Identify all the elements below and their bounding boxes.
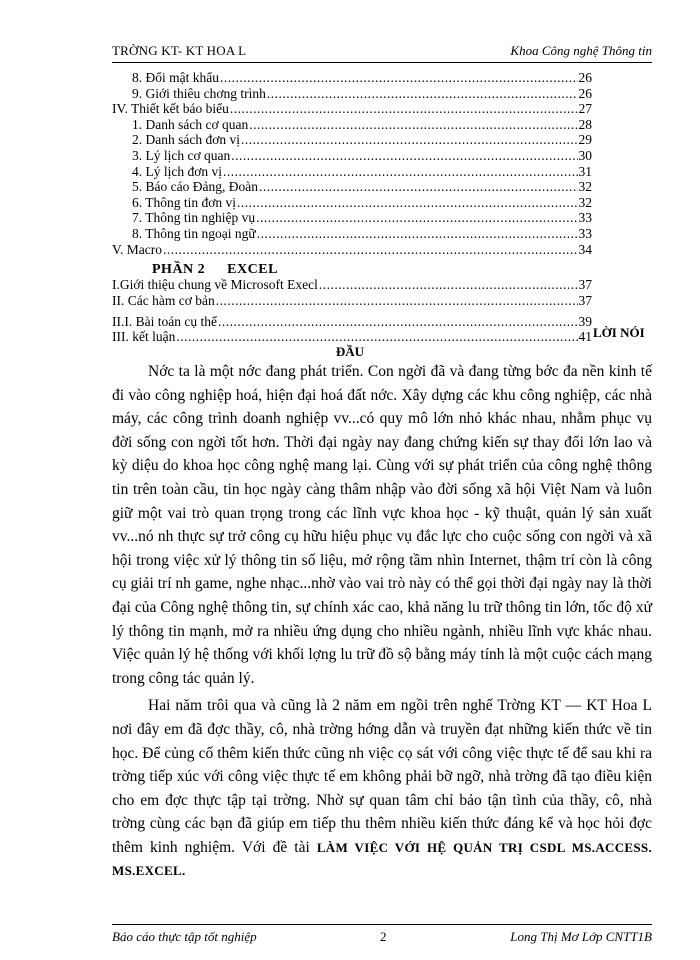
toc-entry-page: 37 bbox=[578, 292, 592, 308]
toc-leader-dots bbox=[218, 314, 578, 330]
section-heading-line1: LỜI NÓI bbox=[593, 325, 645, 340]
toc-entry-label: 1. Danh sách cơ quan bbox=[132, 116, 249, 132]
toc-leader-dots bbox=[176, 329, 577, 345]
toc-entry-label: III. kết luận bbox=[112, 329, 176, 345]
toc-entry-page: 37 bbox=[578, 277, 592, 292]
toc-entry[interactable] bbox=[112, 195, 592, 211]
toc-entry-page: 41 bbox=[578, 329, 592, 345]
toc-entry-label: IV. Thiết kết báo biểu bbox=[112, 101, 229, 117]
toc-entry[interactable] bbox=[112, 148, 592, 164]
toc-entry-page: 32 bbox=[578, 179, 592, 195]
toc-entry-label: II.I. Bài toán cụ thể bbox=[112, 313, 217, 329]
toc-entry[interactable] bbox=[112, 164, 592, 180]
toc-entry[interactable] bbox=[112, 226, 592, 242]
toc-entry-page: 33 bbox=[578, 210, 592, 226]
page-header bbox=[112, 40, 652, 63]
toc-leader-dots bbox=[241, 132, 578, 148]
toc-entry[interactable] bbox=[112, 329, 592, 345]
part-title: EXCEL bbox=[227, 262, 278, 277]
toc-entry-label: I.Giới thiệu chung về Microsoft Execl bbox=[112, 277, 318, 292]
page-number: 2 bbox=[380, 929, 387, 944]
toc-entry-page: 26 bbox=[578, 70, 592, 85]
toc-entry-page: 39 bbox=[578, 313, 592, 329]
toc-entry-label: 6. Thông tin đơn vị bbox=[132, 194, 237, 210]
header-school: TRỜNG KT- KT HOA L bbox=[112, 43, 247, 58]
toc-leader-dots bbox=[230, 101, 578, 117]
toc-entry[interactable] bbox=[112, 210, 592, 226]
paragraph: Nớc ta là một nớc đang phát triển. Con ngời đã và đang từng bớc đa nền kinh tế đi vào công nghiệp hoá, hiện đại hoá đất nớc. Xây dựng các khu công nghiệp, các nhà máy, các công trình doanh nghiệp vv...có quy mô lớn nhỏ khác nhau, nhằm phục vụ đời sống con ngời tốt hơn. Thời đại ngày nay đang chứng kiến sự thay đổi lớn lao và kỳ diệu do khoa học công nghệ mang lại. Cùng với sự phát triển của công nghệ thông tin trên toàn cầu, tin học ngày càng thâm nhập vào đời sống xã hội Việt Nam và luôn giữ một vai trò quan trọng trong các lĩnh vực khoa học - kỹ thuật, quản lý sản xuất vv...nó nh thực sự trở công cụ hữu hiệu phục vụ đắc lực cho cuộc sống con ngời và xã hội trong việc xử lý thông tin số liệu, mở rộng tầm nhìn Internet, thậm trí còn là công cụ giải trí nh game, nghe nhạc...nhờ vào vai trò này có thể gọi thời đại ngày nay là thời đại của Công nghệ thông tin, sự chính xác cao, khả năng lu trữ thông tin lớn, tốc độ xử lý thông tin mạnh, mở ra nhiều ứng dụng cho nhiều ngành, nhiều lĩnh vực khác nhau. Việc quản lý hệ thống với khối lợng lu trữ đồ sộ bằng máy tính là một cuộc cách mạng trong công tác quản lý. bbox=[112, 363, 652, 687]
toc-entry-page: 28 bbox=[578, 116, 592, 132]
part-heading bbox=[152, 262, 300, 278]
toc-entry-label: 8. Đổi mật khẩu bbox=[132, 70, 219, 85]
toc-leader-dots bbox=[257, 226, 578, 242]
toc-entry-page: 30 bbox=[578, 147, 592, 163]
toc-leader-dots bbox=[223, 164, 577, 180]
toc-leader-dots bbox=[256, 210, 577, 226]
toc-entry[interactable] bbox=[112, 242, 592, 258]
table-of-contents bbox=[112, 70, 592, 257]
toc-entry-label: II. Các hàm cơ bản bbox=[112, 292, 215, 308]
toc-entry-label: 5. Báo cáo Đảng, Đoàn bbox=[132, 179, 258, 195]
toc-entry-label: 9. Giới thiêu chơng trình bbox=[132, 85, 266, 101]
toc-entry[interactable] bbox=[112, 132, 592, 148]
toc-entry[interactable] bbox=[112, 277, 592, 293]
toc-entry-label: 4. Lý lịch đơn vị bbox=[132, 163, 223, 179]
toc-entry-page: 26 bbox=[578, 85, 592, 101]
toc-entry[interactable] bbox=[112, 70, 592, 86]
toc-entry-page: 34 bbox=[578, 241, 592, 257]
toc-entry[interactable] bbox=[112, 86, 592, 102]
toc-entry-page: 33 bbox=[578, 225, 592, 241]
toc-entry-page: 32 bbox=[578, 194, 592, 210]
toc-leader-dots bbox=[237, 195, 577, 211]
toc-entry-page: 29 bbox=[578, 132, 592, 148]
toc-leader-dots bbox=[259, 179, 578, 195]
section-heading-line2: ĐẦU bbox=[335, 344, 365, 359]
header-faculty: Khoa Công nghệ Thông tin bbox=[510, 43, 652, 58]
toc-leader-dots bbox=[216, 293, 578, 309]
toc-entry-page: 27 bbox=[578, 101, 592, 117]
toc-entry-label: V. Macro bbox=[112, 241, 162, 257]
table-of-contents-part2 bbox=[112, 277, 592, 345]
toc-entry[interactable] bbox=[112, 117, 592, 133]
body-text bbox=[112, 360, 652, 883]
paragraph bbox=[112, 694, 652, 883]
toc-entry-label: 8. Thông tin ngoại ngữ bbox=[132, 225, 256, 241]
topic-title: LÀM VIỆC VỚI HỆ QUẢN TRỊ CSDL MS.ACCESS. MS.EXCEL. bbox=[112, 839, 652, 879]
toc-entry[interactable] bbox=[112, 179, 592, 195]
footer-report-title: Báo cáo thực tập tốt nghiệp bbox=[112, 929, 257, 944]
toc-leader-dots bbox=[319, 277, 578, 293]
toc-entry-label: 3. Lý lịch cơ quan bbox=[132, 147, 231, 163]
page-footer bbox=[112, 924, 652, 945]
footer-author: Long Thị Mơ Lớp CNTT1B bbox=[510, 929, 652, 944]
toc-leader-dots bbox=[267, 86, 578, 102]
toc-entry-page: 31 bbox=[578, 163, 592, 179]
paragraph-text: Hai năm trôi qua và cũng là 2 năm em ngồi trên nghế Trờng KT — KT Hoa L nơi đây em đã đợc thầy, cô, nhà trờng hớng dẫn và truyền đạt những kiến thức về tin học. Để củng cố thêm kiến thức cũng nh việc cọ sát với công việc thực tế để sau khi ra trờng tiếp xúc với công việc thực tế em không phải bỡ ngỡ, nhà trờng đã tạo điều kiện cho em đợc thực tập tại trờng. Nhờ sự quan tâm chỉ bảo tận tình của thầy, cô, nhà trờng cùng các bạn đã giúp em tiếp thu thêm nhiều kiến thức đáng kể và học hỏi đợc thêm kinh nghiệm. Với đề tài bbox=[112, 697, 652, 856]
toc-entry-label: 7. Thông tin nghiệp vụ bbox=[132, 210, 256, 226]
toc-entry[interactable] bbox=[112, 314, 592, 330]
toc-entry-label: 2. Danh sách đơn vị bbox=[132, 132, 240, 148]
toc-entry[interactable] bbox=[112, 101, 592, 117]
part-number: PHẦN 2 bbox=[152, 262, 206, 277]
toc-leader-dots bbox=[231, 148, 577, 164]
toc-leader-dots bbox=[163, 242, 578, 258]
toc-entry[interactable] bbox=[112, 293, 592, 309]
toc-leader-dots bbox=[220, 70, 578, 86]
toc-leader-dots bbox=[249, 117, 577, 133]
